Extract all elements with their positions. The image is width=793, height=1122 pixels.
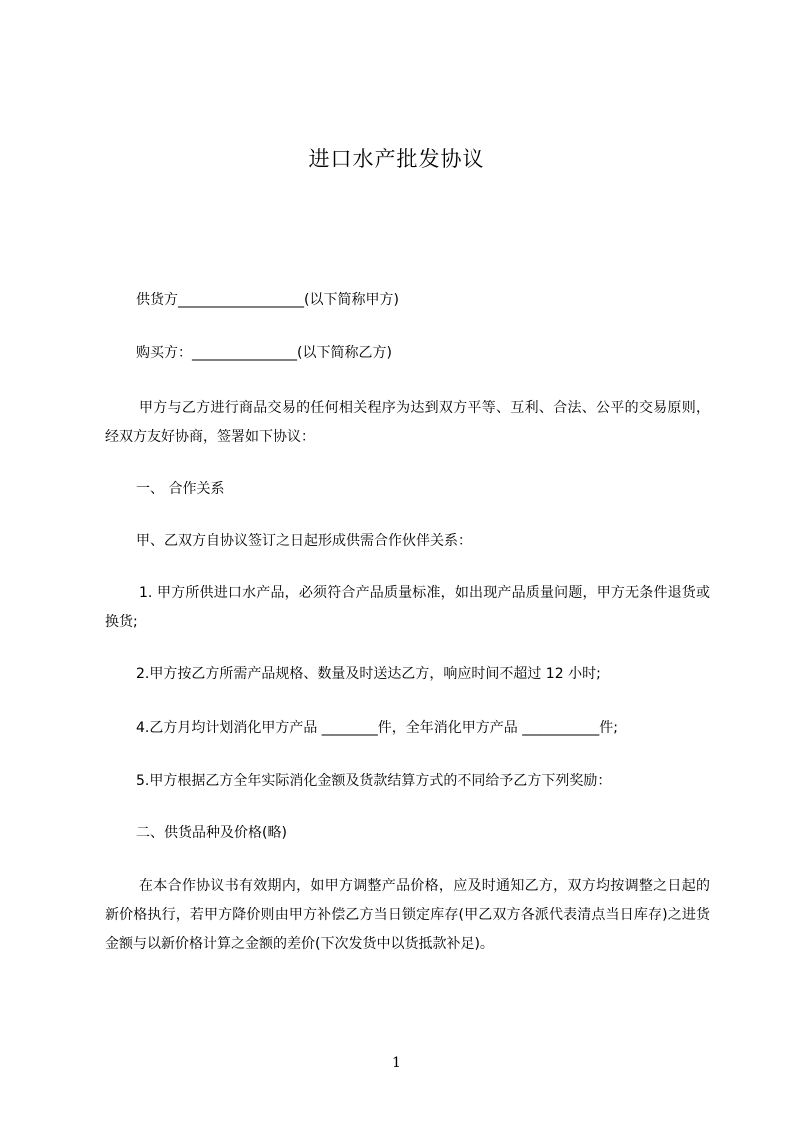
buyer-line: 购买方：_______________(以下简称乙方) [136,345,392,361]
clause-item-4: 4.乙方月均计划消化甲方产品 ________件，全年消化甲方产品 ___________件; [136,720,618,736]
supplier-line: 供货方__________________(以下简称甲方) [136,292,399,308]
clause-item-2: 2.甲方按乙方所需产品规格、数量及时送达乙方，响应时间不超过 12 小时; [136,666,601,682]
document-title: 进口水产批发协议 [308,147,485,171]
page-number: 1 [392,1055,401,1071]
clause-item-5: 5.甲方根据乙方全年实际消化金额及货款结算方式的不同给予乙方下列奖励： [136,773,612,789]
section2-heading: 二、供货品种及价格(略) [136,825,287,841]
section1-heading: 一、 合作关系 [136,481,225,497]
intro-paragraph: 甲方与乙方进行商品交易的任何相关程序为达到双方平等、互利、合法、公平的交易原则，经双方友好协商，签署如下协议： [105,400,710,445]
section2-paragraph: 在本合作协议书有效期内，如甲方调整产品价格，应及时通知乙方，双方均按调整之日起的新价格执行，若甲方降价则由甲方补偿乙方当日锁定库存(甲乙双方各派代表清点当日库存)之进货金额与以新价格计算之金额的差价(下次发货中以货抵款补足)。 [105,878,710,952]
section1-intro: 甲、乙双方自协议签订之日起形成供需合作伙伴关系： [136,533,472,549]
clause-item-1: 1. 甲方所供进口水产品，必须符合产品质量标准，如出现产品质量问题，甲方无条件退货或换货; [105,585,710,630]
